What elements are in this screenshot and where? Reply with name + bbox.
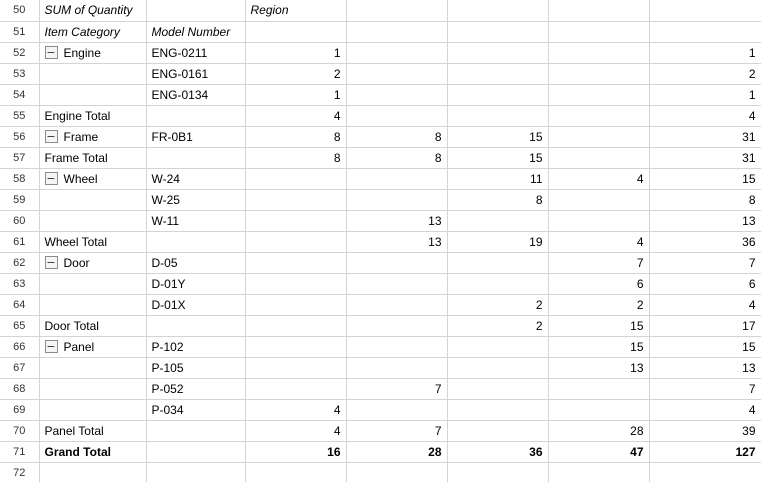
model-cell[interactable]: W-11 xyxy=(146,210,245,231)
subtotal-north[interactable] xyxy=(245,231,346,252)
empty-cell-b72[interactable] xyxy=(39,462,146,482)
value-east[interactable] xyxy=(346,399,447,420)
empty-cell-h50[interactable] xyxy=(649,0,761,21)
category-cell[interactable] xyxy=(39,210,146,231)
collapse-icon[interactable]: − xyxy=(46,130,56,144)
row-header-68[interactable]: 68 xyxy=(0,378,39,399)
value-east[interactable] xyxy=(346,357,447,378)
category-cell-frame[interactable] xyxy=(39,126,146,147)
table-row xyxy=(0,63,761,84)
category-cell[interactable] xyxy=(39,189,146,210)
table-row xyxy=(0,357,761,378)
value-south[interactable]: 11 xyxy=(447,168,548,189)
row-header-63[interactable]: 63 xyxy=(0,273,39,294)
pivot-title-cell[interactable]: SUM of Quantity xyxy=(39,0,146,21)
value-west[interactable] xyxy=(548,84,649,105)
category-label: Wheel xyxy=(63,171,98,186)
value-north[interactable] xyxy=(245,252,346,273)
row-header-61[interactable]: 61 xyxy=(0,231,39,252)
value-west[interactable] xyxy=(548,126,649,147)
value-north[interactable]: 4 xyxy=(245,399,346,420)
table-row xyxy=(0,189,761,210)
grand-total-model-cell[interactable] xyxy=(146,441,245,462)
row-header-55[interactable]: 55 xyxy=(0,105,39,126)
row-header-70[interactable]: 70 xyxy=(0,420,39,441)
table-row-subtotal xyxy=(0,420,761,441)
row-header-69[interactable]: 69 xyxy=(0,399,39,420)
subtotal-north[interactable]: 4 xyxy=(245,420,346,441)
value-east[interactable] xyxy=(346,336,447,357)
model-cell[interactable]: D-01X xyxy=(146,294,245,315)
category-cell-engine[interactable] xyxy=(39,42,146,63)
category-cell[interactable] xyxy=(39,84,146,105)
table-header-row xyxy=(0,21,761,42)
header-north[interactable]: North xyxy=(245,21,346,42)
value-west[interactable] xyxy=(548,210,649,231)
category-label: Door xyxy=(63,255,90,270)
row-header-65[interactable]: 65 xyxy=(0,315,39,336)
table-row xyxy=(0,42,761,63)
grand-total-label[interactable]: Grand Total xyxy=(39,441,146,462)
value-total[interactable]: 13 xyxy=(649,357,761,378)
empty-cell-e50[interactable] xyxy=(346,0,447,21)
empty-cell-f72[interactable] xyxy=(447,462,548,482)
grand-total-south[interactable]: 36 xyxy=(447,441,548,462)
category-label: Panel xyxy=(63,339,95,354)
collapse-icon[interactable]: − xyxy=(46,256,56,270)
row-header-62[interactable]: 62 xyxy=(0,252,39,273)
value-west[interactable]: 7 xyxy=(548,252,649,273)
category-cell[interactable] xyxy=(39,399,146,420)
subtotal-north[interactable]: 4 xyxy=(245,105,346,126)
table-row xyxy=(0,168,761,189)
value-west[interactable] xyxy=(548,378,649,399)
row-header-59[interactable]: 59 xyxy=(0,189,39,210)
table-row-subtotal xyxy=(0,315,761,336)
row-header-58[interactable]: 58 xyxy=(0,168,39,189)
category-cell-panel[interactable] xyxy=(39,336,146,357)
table-row xyxy=(0,294,761,315)
value-south[interactable] xyxy=(447,357,548,378)
model-cell[interactable]: ENG-0211 xyxy=(146,42,245,63)
header-east[interactable]: East xyxy=(346,21,447,42)
row-header-66[interactable]: 66 xyxy=(0,336,39,357)
value-east[interactable] xyxy=(346,42,447,63)
empty-cell-c50[interactable] xyxy=(146,0,245,21)
table-row xyxy=(0,84,761,105)
grand-total-north[interactable]: 16 xyxy=(245,441,346,462)
table-row xyxy=(0,336,761,357)
value-west[interactable] xyxy=(548,63,649,84)
model-cell[interactable]: P-105 xyxy=(146,357,245,378)
header-model-number[interactable]: Model Number xyxy=(146,21,245,42)
subtotal-label[interactable]: Wheel Total xyxy=(39,231,146,252)
subtotal-total[interactable]: 39 xyxy=(649,420,761,441)
table-row xyxy=(0,0,761,21)
value-south[interactable] xyxy=(447,273,548,294)
model-cell[interactable]: ENG-0134 xyxy=(146,84,245,105)
table-row-grand-total xyxy=(0,441,761,462)
subtotal-west[interactable]: 28 xyxy=(548,420,649,441)
subtotal-north[interactable]: 8 xyxy=(245,147,346,168)
category-cell[interactable] xyxy=(39,273,146,294)
subtotal-label[interactable]: Panel Total xyxy=(39,420,146,441)
value-south[interactable] xyxy=(447,42,548,63)
value-north[interactable] xyxy=(245,273,346,294)
collapse-icon[interactable]: − xyxy=(46,340,56,354)
subtotal-east[interactable] xyxy=(346,105,447,126)
model-cell[interactable]: ENG-0161 xyxy=(146,63,245,84)
value-south[interactable] xyxy=(447,63,548,84)
header-south[interactable]: South xyxy=(447,21,548,42)
value-south[interactable] xyxy=(447,84,548,105)
row-header-53[interactable]: 53 xyxy=(0,63,39,84)
category-cell[interactable] xyxy=(39,357,146,378)
subtotal-west[interactable] xyxy=(548,147,649,168)
table-row xyxy=(0,378,761,399)
subtotal-label[interactable]: Frame Total xyxy=(39,147,146,168)
value-east[interactable]: 7 xyxy=(346,378,447,399)
subtotal-model-cell[interactable] xyxy=(146,315,245,336)
value-west[interactable]: 4 xyxy=(548,168,649,189)
value-south[interactable]: 2 xyxy=(447,294,548,315)
value-west[interactable]: 15 xyxy=(548,336,649,357)
table-row-subtotal xyxy=(0,231,761,252)
value-north[interactable] xyxy=(245,168,346,189)
empty-cell-g72[interactable] xyxy=(548,462,649,482)
value-west[interactable] xyxy=(548,42,649,63)
grand-total-west[interactable]: 47 xyxy=(548,441,649,462)
category-cell[interactable] xyxy=(39,63,146,84)
table-row-subtotal xyxy=(0,147,761,168)
grand-total-east[interactable]: 28 xyxy=(346,441,447,462)
value-north[interactable] xyxy=(245,336,346,357)
region-field-cell[interactable]: Region xyxy=(245,0,346,21)
table-row xyxy=(0,273,761,294)
value-total[interactable]: 7 xyxy=(649,378,761,399)
model-cell[interactable]: D-01Y xyxy=(146,273,245,294)
subtotal-south[interactable]: 2 xyxy=(447,315,548,336)
value-total[interactable]: 13 xyxy=(649,210,761,231)
value-east[interactable]: 13 xyxy=(346,210,447,231)
empty-cell-g50[interactable] xyxy=(548,0,649,21)
row-header-52[interactable]: 52 xyxy=(0,42,39,63)
value-total[interactable]: 15 xyxy=(649,168,761,189)
collapse-icon[interactable]: − xyxy=(46,46,56,60)
collapse-icon[interactable]: − xyxy=(46,172,56,186)
row-header-71[interactable]: 71 xyxy=(0,441,39,462)
subtotal-south[interactable] xyxy=(447,105,548,126)
model-cell[interactable]: FR-0B1 xyxy=(146,126,245,147)
header-west[interactable]: West xyxy=(548,21,649,42)
empty-cell-e72[interactable] xyxy=(346,462,447,482)
row-header-60[interactable]: 60 xyxy=(0,210,39,231)
category-cell[interactable] xyxy=(39,378,146,399)
empty-cell-h72[interactable] xyxy=(649,462,761,482)
subtotal-total[interactable]: 31 xyxy=(649,147,761,168)
model-cell[interactable]: W-25 xyxy=(146,189,245,210)
row-header-50[interactable]: 50 xyxy=(0,0,39,21)
subtotal-total[interactable]: 4 xyxy=(649,105,761,126)
value-total[interactable]: 8 xyxy=(649,189,761,210)
value-east[interactable] xyxy=(346,168,447,189)
value-east[interactable] xyxy=(346,63,447,84)
value-west[interactable] xyxy=(548,399,649,420)
value-north[interactable] xyxy=(245,294,346,315)
value-total[interactable]: 4 xyxy=(649,399,761,420)
model-cell[interactable]: P-052 xyxy=(146,378,245,399)
subtotal-label[interactable]: Engine Total xyxy=(39,105,146,126)
subtotal-west[interactable]: 4 xyxy=(548,231,649,252)
model-cell[interactable]: P-102 xyxy=(146,336,245,357)
value-south[interactable] xyxy=(447,252,548,273)
empty-cell-c72[interactable] xyxy=(146,462,245,482)
subtotal-east[interactable] xyxy=(346,315,447,336)
empty-cell-f50[interactable] xyxy=(447,0,548,21)
category-label: Frame xyxy=(63,129,99,144)
category-label: Engine xyxy=(63,45,101,60)
subtotal-model-cell[interactable] xyxy=(146,105,245,126)
row-header-51[interactable]: 51 xyxy=(0,21,39,42)
row-header-67[interactable]: 67 xyxy=(0,357,39,378)
value-total[interactable]: 4 xyxy=(649,294,761,315)
value-east[interactable] xyxy=(346,294,447,315)
value-north[interactable]: 8 xyxy=(245,126,346,147)
header-grand-total[interactable]: Grand Total xyxy=(649,21,761,42)
value-north[interactable] xyxy=(245,357,346,378)
value-east[interactable] xyxy=(346,84,447,105)
value-east[interactable]: 8 xyxy=(346,126,447,147)
value-north[interactable] xyxy=(245,210,346,231)
model-cell[interactable]: D-05 xyxy=(146,252,245,273)
subtotal-south[interactable]: 19 xyxy=(447,231,548,252)
value-south[interactable] xyxy=(447,336,548,357)
subtotal-north[interactable] xyxy=(245,315,346,336)
table-row-subtotal xyxy=(0,105,761,126)
model-cell[interactable]: W-24 xyxy=(146,168,245,189)
table-row xyxy=(0,252,761,273)
value-total[interactable]: 15 xyxy=(649,336,761,357)
value-east[interactable] xyxy=(346,189,447,210)
value-south[interactable]: 8 xyxy=(447,189,548,210)
value-north[interactable]: 1 xyxy=(245,42,346,63)
subtotal-east[interactable]: 7 xyxy=(346,420,447,441)
subtotal-south[interactable] xyxy=(447,420,548,441)
header-item-category[interactable]: Item Category xyxy=(39,21,146,42)
value-west[interactable] xyxy=(548,189,649,210)
category-cell-wheel[interactable] xyxy=(39,168,146,189)
value-north[interactable]: 2 xyxy=(245,63,346,84)
value-south[interactable] xyxy=(447,399,548,420)
value-total[interactable]: 6 xyxy=(649,273,761,294)
model-cell[interactable]: P-034 xyxy=(146,399,245,420)
value-north[interactable]: 1 xyxy=(245,84,346,105)
category-cell-door[interactable] xyxy=(39,252,146,273)
subtotal-west[interactable] xyxy=(548,105,649,126)
table-row xyxy=(0,210,761,231)
empty-cell-d72[interactable] xyxy=(245,462,346,482)
value-east[interactable] xyxy=(346,252,447,273)
value-total[interactable]: 2 xyxy=(649,63,761,84)
row-header-56[interactable]: 56 xyxy=(0,126,39,147)
value-total[interactable]: 7 xyxy=(649,252,761,273)
row-header-64[interactable]: 64 xyxy=(0,294,39,315)
value-east[interactable] xyxy=(346,273,447,294)
grand-total-total[interactable]: 127 xyxy=(649,441,761,462)
subtotal-model-cell[interactable] xyxy=(146,231,245,252)
value-total[interactable]: 1 xyxy=(649,42,761,63)
table-row-empty xyxy=(0,462,761,482)
subtotal-east[interactable]: 13 xyxy=(346,231,447,252)
value-south[interactable] xyxy=(447,378,548,399)
row-header-72[interactable]: 72 xyxy=(0,462,39,482)
subtotal-label[interactable]: Door Total xyxy=(39,315,146,336)
value-south[interactable]: 15 xyxy=(447,126,548,147)
value-total[interactable]: 31 xyxy=(649,126,761,147)
subtotal-east[interactable]: 8 xyxy=(346,147,447,168)
value-west[interactable]: 2 xyxy=(548,294,649,315)
row-header-57[interactable]: 57 xyxy=(0,147,39,168)
row-header-54[interactable]: 54 xyxy=(0,84,39,105)
subtotal-south[interactable]: 15 xyxy=(447,147,548,168)
subtotal-model-cell[interactable] xyxy=(146,147,245,168)
subtotal-total[interactable]: 17 xyxy=(649,315,761,336)
category-cell[interactable] xyxy=(39,294,146,315)
table-row xyxy=(0,126,761,147)
subtotal-model-cell[interactable] xyxy=(146,420,245,441)
subtotal-west[interactable]: 15 xyxy=(548,315,649,336)
subtotal-total[interactable]: 36 xyxy=(649,231,761,252)
value-south[interactable] xyxy=(447,210,548,231)
table-row xyxy=(0,399,761,420)
value-north[interactable] xyxy=(245,189,346,210)
value-total[interactable]: 1 xyxy=(649,84,761,105)
value-north[interactable] xyxy=(245,378,346,399)
value-west[interactable]: 6 xyxy=(548,273,649,294)
value-west[interactable]: 13 xyxy=(548,357,649,378)
